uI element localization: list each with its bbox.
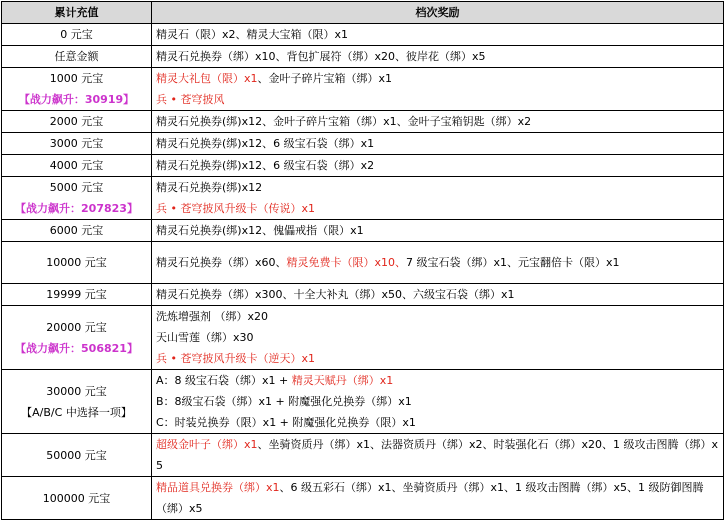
recharge-amount: 0 元宝	[2, 24, 152, 46]
reward-text: 精灵石兑换券（绑）x60、	[156, 256, 287, 269]
table-header-row	[2, 2, 724, 24]
reward-cell: 精灵石（限）x2、精灵大宝箱（限）x1	[152, 24, 724, 46]
recharge-amount: 20000 元宝	[46, 320, 107, 334]
recharge-amount: 1000 元宝	[49, 72, 104, 85]
recharge-amount-cell	[2, 177, 152, 220]
reward-text: 精灵石兑换券(绑)x12	[156, 181, 263, 194]
recharge-reward-table	[1, 1, 724, 520]
recharge-amount: 4000 元宝	[2, 155, 152, 177]
recharge-amount: 19999 元宝	[2, 284, 152, 306]
table-row	[2, 306, 724, 370]
recharge-amount: 3000 元宝	[2, 133, 152, 155]
table-row	[2, 155, 724, 177]
table-row	[2, 220, 724, 242]
option-c: C：时装兑换券（限）x1 + 附魔强化兑换券（限）x1	[156, 416, 416, 429]
table-row	[2, 434, 724, 477]
highlight-reward: 精灵大礼包（限）x1	[156, 72, 258, 85]
reward-text: 、坐骑资质丹（绑）x1、法器资质丹（绑）x2、时装强化石（绑）x20、1 级攻击图腾（绑）x5	[156, 438, 719, 472]
power-boost-label: 【战力飙升：30919】	[18, 93, 135, 106]
recharge-amount: 10000 元宝	[2, 242, 152, 284]
header-tier-reward: 档次奖励	[152, 2, 724, 24]
reward-cell: 精灵石兑换券(绑)x12、6 级宝石袋（绑）x2	[152, 155, 724, 177]
recharge-amount: 任意金额	[2, 46, 152, 68]
highlight-reward: 超级金叶子（绑）x1	[156, 438, 258, 451]
reward-line	[156, 477, 719, 519]
reward-cell	[152, 177, 724, 220]
power-boost-label: 【战力飙升：506821】	[15, 341, 138, 355]
reward-cell: 精灵石兑换券(绑)x12、傀儡戒指（限）x1	[152, 220, 724, 242]
highlight-reward: 兵 • 苍穹披风升级卡（逆天）x1	[156, 352, 315, 365]
recharge-amount-cell	[2, 68, 152, 111]
recharge-amount: 100000 元宝	[2, 477, 152, 520]
table-row	[2, 111, 724, 133]
table-row	[2, 46, 724, 68]
recharge-amount: 5000 元宝	[49, 181, 104, 194]
reward-table-container	[1, 1, 723, 520]
highlight-reward: 精灵天赋丹（绑）x1	[291, 374, 394, 387]
reward-cell: 精灵石兑换券(绑)x12、6 级宝石袋（绑）x1	[152, 133, 724, 155]
power-boost-label: 【战力飙升：207823】	[15, 202, 138, 215]
reward-line	[156, 252, 719, 273]
reward-line	[156, 434, 719, 476]
reward-text: 7 级宝石袋（绑）x1、元宝翻倍卡（限）x1	[406, 256, 620, 269]
reward-cell	[152, 370, 724, 434]
reward-cell: 精灵石兑换券（绑）x300、十全大补丸（绑）x50、六级宝石袋（绑）x1	[152, 284, 724, 306]
table-row	[2, 24, 724, 46]
table-row	[2, 242, 724, 284]
highlight-reward: 精灵免费卡（限）x10、	[286, 256, 407, 269]
reward-cell	[152, 242, 724, 284]
reward-text: 、金叶子碎片宝箱（绑）x1	[257, 72, 393, 85]
table-row	[2, 284, 724, 306]
reward-line	[156, 68, 719, 89]
recharge-amount: 2000 元宝	[2, 111, 152, 133]
reward-text: 洗炼增强剂 （绑）x20	[156, 310, 269, 323]
header-cumulative-recharge: 累计充值	[2, 2, 152, 24]
option-b: B：8级宝石袋（绑）x1 + 附魔强化兑换券（绑）x1	[156, 395, 412, 408]
reward-cell: 精灵石兑换券(绑)x12、金叶子碎片宝箱（绑）x1、金叶子宝箱钥匙（绑）x2	[152, 111, 724, 133]
reward-cell	[152, 477, 724, 520]
recharge-amount-cell	[2, 370, 152, 434]
table-row	[2, 133, 724, 155]
reward-cell	[152, 306, 724, 370]
recharge-amount: 50000 元宝	[2, 434, 152, 477]
choice-note: 【A/B/C 中选择一项】	[21, 405, 132, 419]
table-row	[2, 477, 724, 520]
recharge-amount: 6000 元宝	[2, 220, 152, 242]
option-a	[156, 370, 719, 391]
table-row	[2, 177, 724, 220]
reward-text: 、6 级五彩石（绑）x1、坐骑资质丹（绑）x1、1 级攻击图腾（绑）x5、1 级防御图腾（绑）x5	[156, 481, 704, 515]
reward-text: 天山雪莲（绑）x30	[156, 331, 254, 344]
highlight-reward: 兵 • 苍穹披风	[156, 93, 225, 106]
reward-cell: 精灵石兑换券（绑）x10、背包扩展符（绑）x20、彼岸花（绑）x5	[152, 46, 724, 68]
highlight-reward: 精品道具兑换券（绑）x1	[156, 481, 280, 494]
recharge-amount-cell	[2, 306, 152, 370]
table-row	[2, 370, 724, 434]
recharge-amount: 30000 元宝	[46, 384, 107, 398]
table-row	[2, 68, 724, 111]
highlight-reward: 兵 • 苍穹披风升级卡（传说）x1	[156, 202, 315, 215]
reward-cell	[152, 68, 724, 111]
reward-text: A：8 级宝石袋（绑）x1 +	[156, 374, 292, 387]
reward-cell	[152, 434, 724, 477]
